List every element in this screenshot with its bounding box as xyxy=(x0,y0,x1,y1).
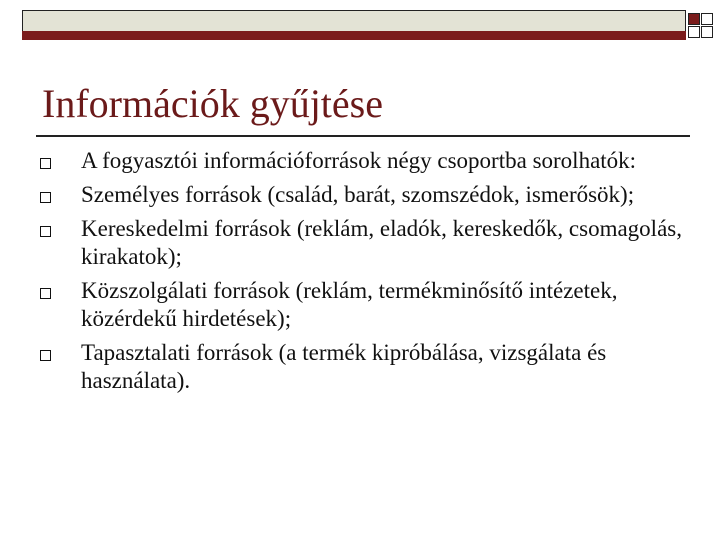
header-band xyxy=(22,10,686,32)
title-divider xyxy=(36,135,690,137)
square-bullet-icon xyxy=(40,350,51,361)
bullet-text: Tapasztalati források (a termék kipróbálása, vizsgálata és használata). xyxy=(81,340,607,393)
bullet-text: Közszolgálati források (reklám, termékminősítő intézetek, közérdekű hirdetések); xyxy=(81,278,618,331)
square-bullet-icon xyxy=(40,226,51,237)
header-accent-stripe xyxy=(22,31,686,40)
bullet-text: Személyes források (család, barát, szomszédok, ismerősök); xyxy=(81,182,635,207)
square-bullet-icon xyxy=(40,192,51,203)
square-bullet-icon xyxy=(40,158,51,169)
bullet-text: Kereskedelmi források (reklám, eladók, kereskedők, csomagolás, kirakatok); xyxy=(81,216,682,269)
bullet-item xyxy=(40,215,690,271)
corner-square-icon xyxy=(701,26,713,38)
bullet-item xyxy=(40,277,690,333)
bullet-item xyxy=(40,181,690,209)
corner-square-icon xyxy=(688,13,700,25)
bullet-item xyxy=(40,147,690,175)
bullet-item xyxy=(40,339,690,395)
corner-square-icon xyxy=(701,13,713,25)
bullet-text: A fogyasztói információforrások négy csoportba sorolhatók: xyxy=(81,148,637,173)
bullet-list xyxy=(40,147,690,401)
square-bullet-icon xyxy=(40,288,51,299)
slide-title: Információk gyűjtése xyxy=(42,81,383,126)
corner-square-icon xyxy=(688,26,700,38)
